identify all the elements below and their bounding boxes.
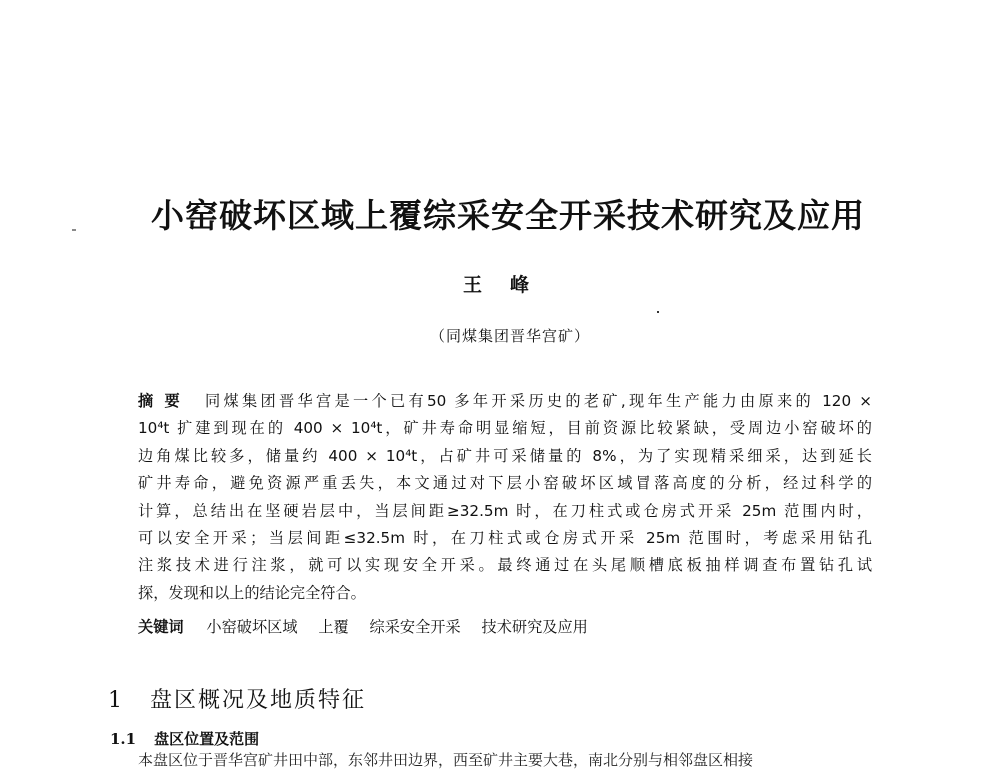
keywords: [138, 616, 604, 637]
abstract: [138, 388, 872, 607]
keywords-label: 关键词: [138, 618, 184, 636]
abstract-line: 矿井寿命，避免资源严重丢失，本文通过对下层小窑破坏区域冒落高度的分析，经过科学的: [138, 474, 872, 493]
abstract-line: 10⁴t 扩建到现在的 400 × 10⁴t，矿井寿命明显缩短，目前资源比较紧缺，受周边小窑破坏的: [138, 419, 872, 438]
keyword: 技术研究及应用: [481, 618, 588, 636]
abstract-line: 注浆技术进行注浆，就可以实现安全开采。最终通过在头尾顺槽底板抽样调查布置钻孔试: [138, 556, 872, 575]
scan-artifact: [657, 311, 659, 313]
section-heading: [108, 683, 366, 714]
author-name: 王峰: [462, 274, 557, 296]
author-affiliation: （同煤集团晋华宫矿）: [429, 327, 590, 345]
body-text-line: 本盘区位于晋华宫矿井田中部，东邻井田边界，西至矿井主要大巷，南北分别与相邻盘区相接: [138, 751, 754, 769]
body-text-cut-off: [138, 751, 878, 769]
subsection-title: 盘区位置及范围: [154, 730, 260, 748]
abstract-line: [138, 388, 872, 415]
subsection-heading: [110, 728, 259, 749]
scan-artifact: [72, 229, 76, 231]
abstract-text: 同煤集团晋华宫是一个已有50 多年开采历史的老矿,现年生产能力由原来的 120 ×: [205, 392, 872, 410]
subsection-number: 1.1: [110, 730, 137, 748]
abstract-line: 计算，总结出在坚硬岩层中，当层间距≥32.5m 时，在刀柱式或仓房式开采 25m 范围内时，: [138, 501, 872, 520]
section-title: 盘区概况及地质特征: [150, 688, 367, 713]
paper-title: 小窑破坏区域上覆综采安全开采技术研究及应用: [151, 196, 865, 235]
abstract-label: 摘要: [138, 392, 191, 410]
keyword: 小窑破坏区域: [206, 618, 298, 636]
abstract-line: 可以安全开采；当层间距≤32.5m 时，在刀柱式或仓房式开采 25m 范围时，考虑采用钻孔: [138, 528, 872, 547]
abstract-line: 探，发现和以上的结论完全符合。: [138, 583, 366, 602]
keyword: 综采安全开采: [369, 618, 461, 636]
section-number: 1: [108, 688, 124, 713]
keyword: 上覆: [318, 618, 349, 636]
abstract-line: 边角煤比较多，储量约 400 × 10⁴t，占矿井可采储量的 8%，为了实现精采细采，达到延长: [138, 446, 872, 465]
